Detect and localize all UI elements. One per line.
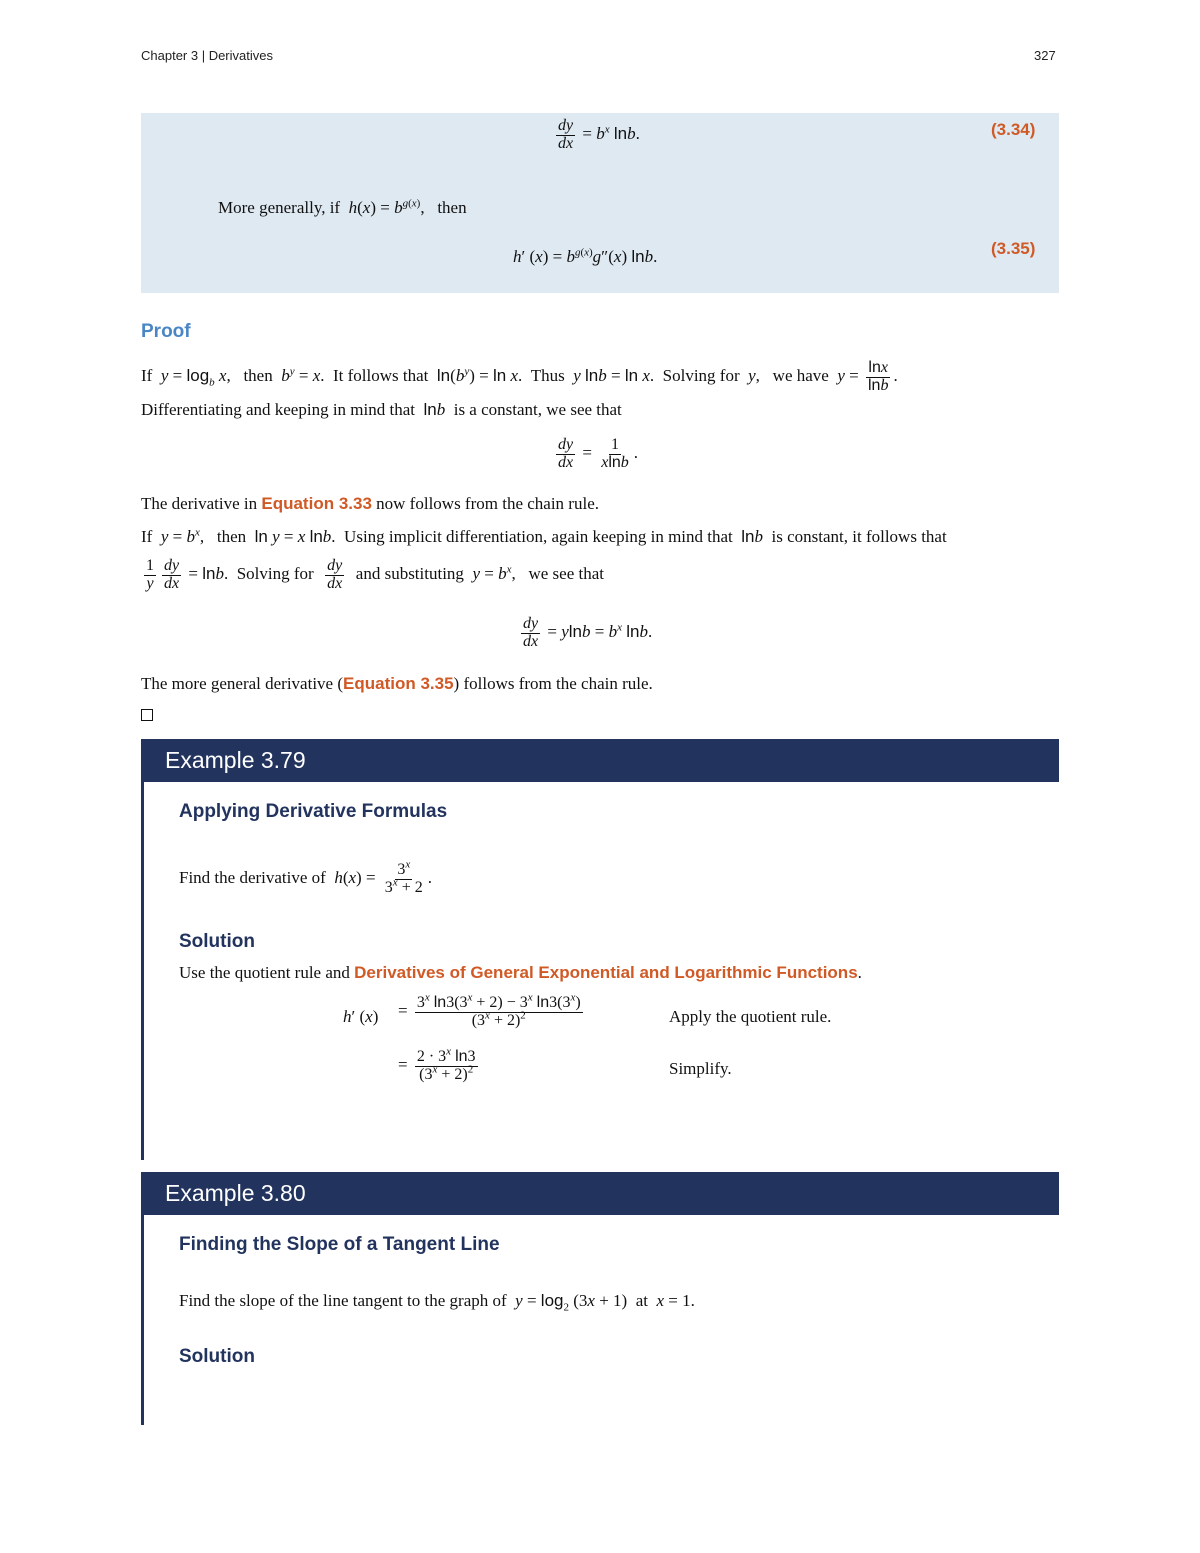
equation-3-34: $\frac{dy}{dx}$ = $b^x$ lnb. bbox=[558, 117, 640, 152]
example-3-80-rule bbox=[141, 1215, 144, 1425]
solution-step-2-rhs: = $\frac{2 \cdot 3^x \ln 3}{(3^x + 2)^2}$ bbox=[398, 1045, 476, 1083]
equation-3-35-link[interactable]: Equation 3.35 bbox=[343, 674, 454, 693]
proof-line-5: $\frac{1}{y}$ $\frac{dy}{dx}$ = lnb. Solving for $\frac{dy}{dx}$ and substituting $y = b^x$, we see that bbox=[146, 557, 604, 592]
proof-title: Proof bbox=[141, 321, 191, 342]
proof-equation-1: $\frac{dy}{dx}$ = $\frac{1}{xlnb}$ . bbox=[558, 436, 639, 471]
qed-square-icon bbox=[141, 709, 153, 721]
proof-equation-2: $\frac{dy}{dx}$ = $ylnb = b^x$ lnb. bbox=[523, 615, 653, 650]
proof-line-2: Differentiating and keeping in mind that lnb is a constant, we see that bbox=[141, 400, 622, 419]
solution-step-1-lhs: h′ (x) bbox=[343, 1007, 379, 1026]
example-3-79-heading: Applying Derivative Formulas bbox=[179, 801, 448, 822]
example-3-79-solution-label: Solution bbox=[179, 931, 255, 952]
running-header: Chapter 3 | Derivatives bbox=[141, 48, 273, 63]
example-3-80-problem: Find the slope of the line tangent to the graph of $y = \log_2 (3x + 1)$ at x = 1. bbox=[179, 1291, 695, 1314]
example-3-80-header bbox=[141, 1172, 1059, 1215]
example-3-79-rule bbox=[141, 782, 144, 1160]
example-3-80-solution-label: Solution bbox=[179, 1346, 255, 1367]
example-3-80-label: Example 3.80 bbox=[165, 1180, 306, 1206]
derivatives-general-exp-log-link[interactable]: Derivatives of General Exponential and Logarithmic Functions bbox=[354, 963, 858, 982]
example-3-80-heading: Finding the Slope of a Tangent Line bbox=[179, 1234, 500, 1255]
proof-line-4: If $y = b^x$, then ln y = x lnb. Using implicit differentiation, again keeping in mind that lnb is constant, it follows that bbox=[141, 526, 947, 546]
solution-step-1-note: Apply the quotient rule. bbox=[669, 1007, 832, 1026]
proof-line-6: The more general derivative (Equation 3.35) follows from the chain rule. bbox=[141, 674, 653, 693]
equation-3-33-link[interactable]: Equation 3.33 bbox=[261, 494, 372, 513]
equation-3-35: h′ $(x) = b^{g(x)}g''(x)$ lnb. bbox=[513, 246, 658, 266]
solution-step-2-note: Simplify. bbox=[669, 1059, 732, 1078]
proof-line-1: If $y = \log_b x$, then $b^y = x$. It follows that $\ln(b^y) = \ln x$. Thus y lnb = ln x. Solving for y, we have y = $\frac{\ln x}{\ln b}$ . bbox=[141, 359, 898, 394]
proof-line-3: The derivative in Equation 3.33 now follows from the chain rule. bbox=[141, 494, 599, 513]
example-3-79-label: Example 3.79 bbox=[165, 747, 306, 773]
example-3-79-header bbox=[141, 739, 1059, 782]
solution-step-1-rhs: = $\frac{3^x \ln 3(3^x + 2) - 3^x \ln 3(3^x)}{(3^x + 2)^2}$ bbox=[398, 991, 581, 1029]
example-3-79-problem: Find the derivative of h(x) = $\frac{3^x}{3^x + 2}$ . bbox=[179, 858, 432, 896]
example-3-79-solution-intro: Use the quotient rule and Derivatives of General Exponential and Logarithmic Functions. bbox=[179, 963, 862, 982]
more-generally-line: More generally, if $h(x) = b^{g(x)}$, then bbox=[218, 197, 467, 217]
page-number: 327 bbox=[1034, 48, 1056, 63]
equation-number-3-35: (3.35) bbox=[991, 239, 1036, 258]
equation-number-3-34: (3.34) bbox=[991, 120, 1036, 139]
